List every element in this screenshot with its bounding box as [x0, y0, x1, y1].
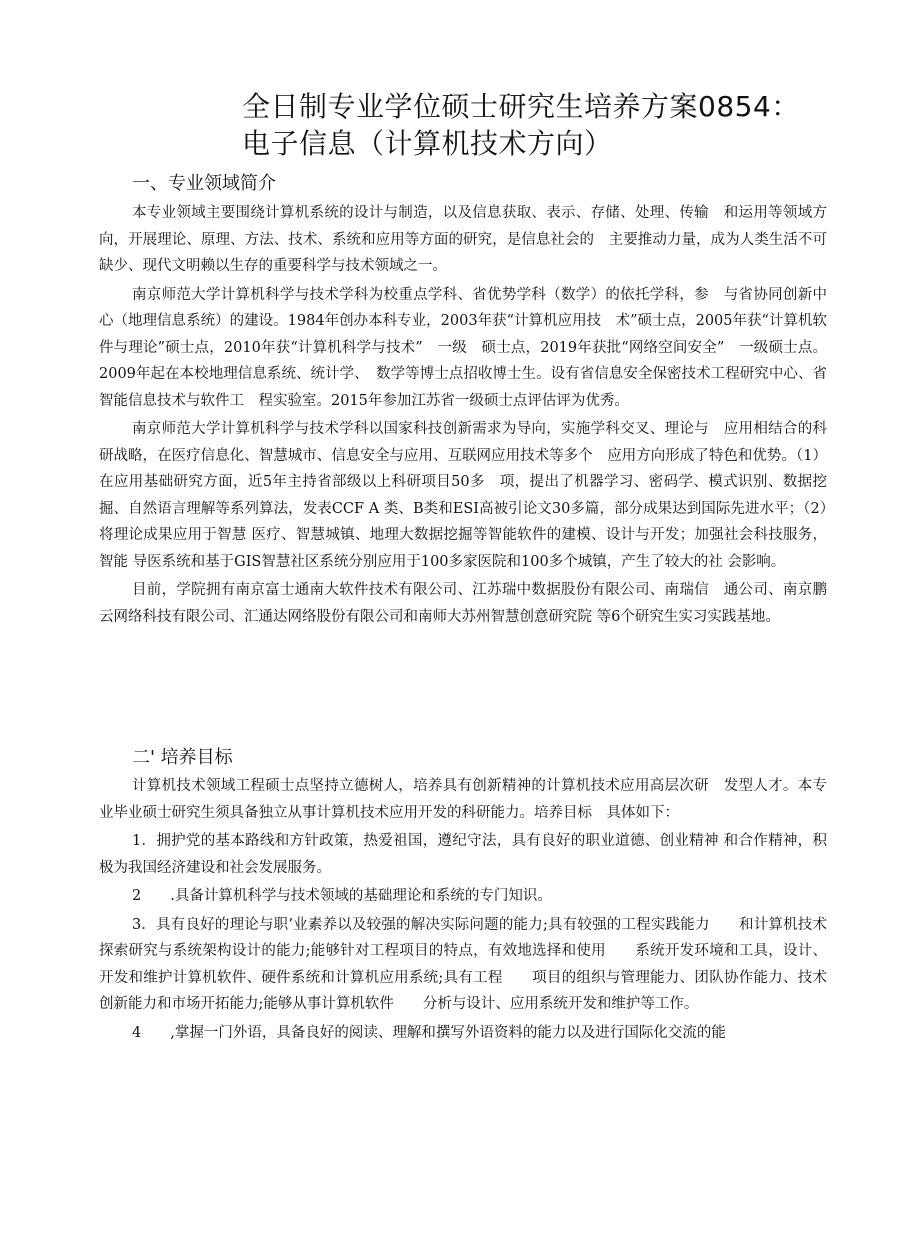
paragraph: 目前，学院拥有南京富士通南大软件技术有限公司、江苏瑞中数据股份有限公司、南瑞信 通公司、南京鹏云网络科技有限公司、汇通达网络股份有限公司和南师大苏州智慧创意研究院 等6个研究生实习实践基地。 — [99, 582, 827, 625]
document-title: 全日制专业学位硕士研究生培养方案0854：电子信息（计算机技术方向） — [242, 90, 800, 160]
section-body-introduction — [99, 200, 827, 632]
paragraph: 南京师范大学计算机科学与技术学科以国家科技创新需求为导向，实施学科交叉、理论与 应用相结合的科研战略，在医疗信息化、智慧城市、信息安全与应用、互联网应用技术等多个 应用方向形成了特色和优势。（1）在应用基础研究方面，近5年主持省部级以上科研项目50多 项，提出了机器学习、密码学、模式识别、数据挖掘、自然语言理解等系列算法，发表CCF A 类、B类和ESI高被引论文30多篇，部分成果达到国际先进水平；（2）将理论成果应用于智慧 医疗、智慧城镇、地理大数据挖掘等智能软件的建模、设计与开发；加强社会科技服务，智能 导医系统和基于GIS智慧社区系统分别应用于100多家医院和100多个城镇，产生了较大的社 会影响。 — [99, 421, 827, 570]
list-item: 4 ,掌握一门外语，具备良好的阅读、理解和撰写外语资料的能力以及进行国际化交流的能 — [132, 1024, 726, 1041]
list-item: 2 .具备计算机科学与技术领域的基础理论和系统的专门知识。 — [132, 888, 552, 904]
paragraph: 本专业领域主要围绕计算机系统的设计与制造，以及信息获取、表示、存储、处理、传输 和运用等领域方向，开展理论、原理、方法、技术、系统和应用等方面的研究，是信息社会的 主要推动力量，成为人类生活不可缺少、现代文明赖以生存的重要科学与技术领域之一。 — [99, 205, 827, 274]
paragraph: 计算机技术领域工程硕士点坚持立德树人，培养具有创新精神的计算机技术应用高层次研 发型人才。本专业毕业硕士研究生须具备独立从事计算机技术应用开发的科研能力。培养目标 具体如下： — [99, 778, 827, 821]
section-heading-goals: 二' 培养目标 — [132, 747, 233, 768]
section-heading-introduction: 一、专业领域简介 — [132, 173, 276, 194]
section-body-goals — [99, 773, 827, 1048]
list-item: 1．拥护党的基本路线和方针政策，热爱祖国，遵纪守法，具有良好的职业道德、创业精神 和合作精神，积极为我国经济建设和社会发展服务。 — [99, 833, 827, 876]
paragraph: 南京师范大学计算机科学与技术学科为校重点学科、省优势学科（数学）的依托学科，参 与省协同创新中心（地理信息系统）的建设。1984年创办本科专业，2003年获“计算机应用技 术”硕士点，2005年获“计算机软件与理论”硕士点，2010年获“计算机科学与技术” 一级 硕士点，2019年获批“网络空间安全” 一级硕士点。2009年起在本校地理信息系统、统计学、 数学等博士点招收博士生。设有省信息安全保密技术工程研究中心、省智能信息技术与软件工 程实验室。2015年参加江苏省一级硕士点评估评为优秀。 — [99, 286, 827, 409]
list-item: 3．具有良好的理论与职’业素养以及较强的解决实际问题的能力;具有较强的工程实践能力 和计算机技术探索研究与系统架构设计的能力;能够针对工程项目的特点，有效地选择和使用 系统开发环境和工具，设计、开发和维护计算机软件、硬件系统和计算机应用系统;具有工程 项目的组织与管理能力、团队协作能力、技术创新能力和市场开拓能力;能够从事计算机软件 分析与设计、应用系统开发和维护等工作。 — [99, 916, 827, 1012]
